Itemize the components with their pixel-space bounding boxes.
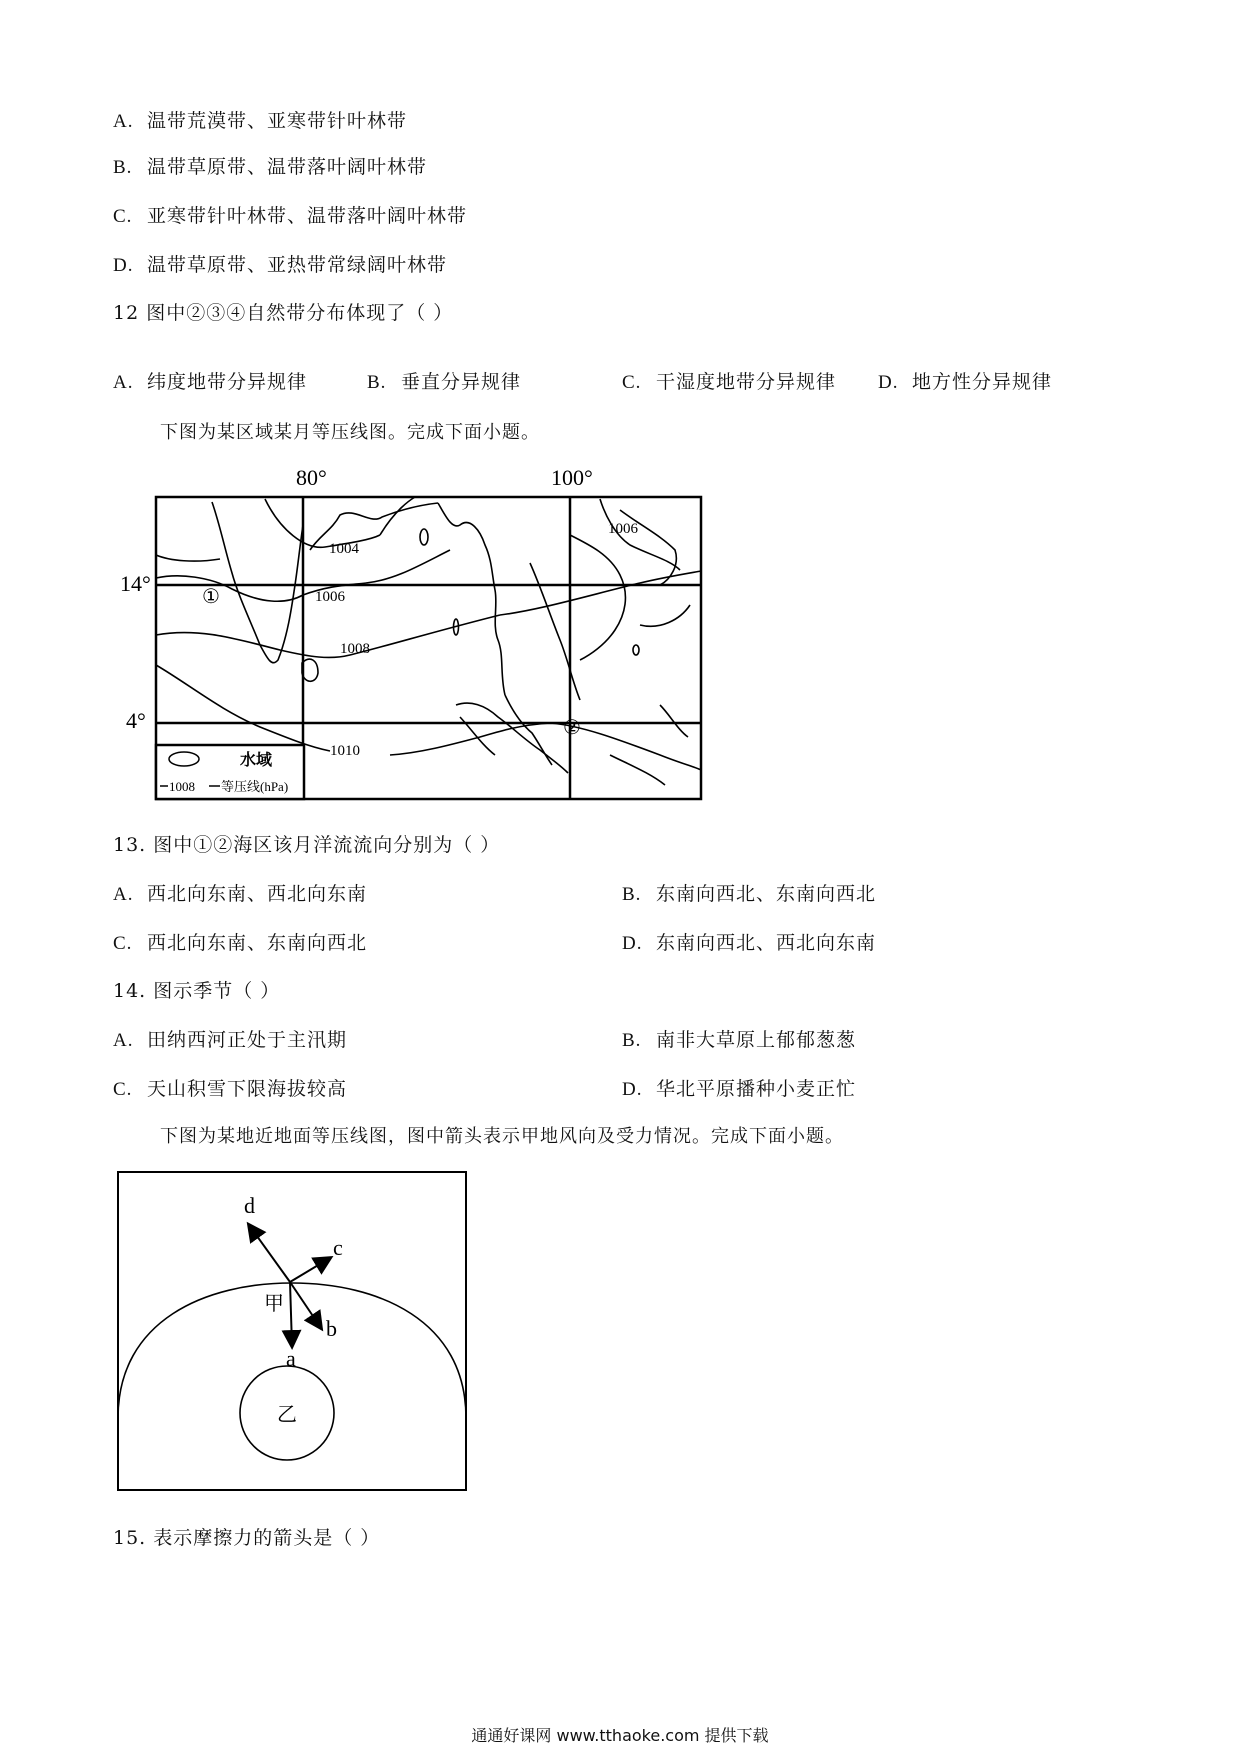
option-text: 纬度地带分异规律 [147, 371, 308, 393]
coastlines [156, 502, 690, 785]
option-text: 亚寒带针叶林带、温带落叶阔叶林带 [147, 205, 468, 227]
option-text: 西北向东南、西北向东南 [147, 883, 368, 905]
lon-label-80: 80° [296, 465, 327, 490]
option-label: B. [622, 884, 642, 905]
option-label: C. [622, 372, 642, 393]
q12-stem: 12 图中②③④自然带分布体现了（ ） [113, 302, 454, 324]
q14-option-a [113, 1025, 347, 1052]
q13-option-b [622, 879, 876, 906]
q13-stem: 13. 图中①②海区该月洋流流向分别为（ ） [113, 834, 501, 856]
lat-label-4: 4° [126, 708, 146, 733]
point-2: ② [563, 717, 581, 739]
option-text: 东南向西北、东南向西北 [656, 883, 877, 905]
option-label: B. [113, 157, 133, 178]
option-label: B. [622, 1030, 642, 1051]
label-c: c [333, 1235, 343, 1260]
q11-option-d [113, 250, 447, 277]
option-label: A. [113, 1030, 134, 1051]
label-jia: 甲 [264, 1293, 284, 1315]
option-text: 温带荒漠带、亚寒带针叶林带 [147, 110, 408, 132]
isobar-label-1008: 1008 [340, 641, 370, 657]
legend-isobar-text: 等压线(hPa) [221, 779, 289, 794]
q13-option-d [622, 928, 876, 955]
isobar-label-1004: 1004 [329, 541, 359, 557]
legend-water-label: 水域 [240, 752, 273, 769]
footer-credit: 通通好课网 www.tthaoke.com 提供下载 [471, 1726, 769, 1745]
option-label: C. [113, 1079, 133, 1100]
arrow-a [290, 1282, 292, 1346]
option-text: 华北平原播种小麦正忙 [656, 1078, 857, 1100]
label-b: b [326, 1316, 337, 1341]
option-text: 垂直分异规律 [401, 371, 522, 393]
option-label: A. [113, 111, 134, 132]
point-1: ① [202, 586, 220, 608]
q11-option-b [113, 152, 427, 179]
option-text: 温带草原带、温带落叶阔叶林带 [147, 156, 428, 178]
q12-option-d [878, 367, 1052, 394]
q11-option-a [113, 106, 407, 133]
wind-force-diagram [116, 1170, 472, 1496]
option-text: 田纳西河正处于主汛期 [147, 1029, 348, 1051]
option-label: C. [113, 933, 133, 954]
option-label: A. [113, 372, 134, 393]
arrow-c [290, 1258, 330, 1282]
isobar-label-1006: 1006 [315, 589, 345, 605]
intro-text-2: 下图为某地近地面等压线图，图中箭头表示甲地风向及受力情况。完成下面小题。 [160, 1126, 844, 1147]
isobar-map [120, 455, 720, 810]
label-d: d [244, 1193, 255, 1218]
q13-option-a [113, 879, 367, 906]
option-label: D. [622, 1079, 643, 1100]
q14-stem: 14. 图示季节（ ） [113, 980, 281, 1002]
legend-isobar-value: 1008 [169, 779, 195, 794]
q15-stem: 15. 表示摩擦力的箭头是（ ） [113, 1527, 381, 1549]
lat-label-14: 14° [120, 571, 151, 596]
option-label: D. [878, 372, 899, 393]
label-a: a [286, 1346, 296, 1371]
option-text: 东南向西北、西北向东南 [656, 932, 877, 954]
option-text: 南非大草原上郁郁葱葱 [656, 1029, 857, 1051]
option-text: 温带草原带、亚热带常绿阔叶林带 [147, 254, 448, 276]
arrow-d [249, 1225, 290, 1282]
label-yi: 乙 [277, 1404, 297, 1426]
option-text: 天山积雪下限海拔较高 [147, 1078, 348, 1100]
option-label: D. [622, 933, 643, 954]
q13-option-c [113, 928, 367, 955]
arrow-b [290, 1282, 321, 1328]
q12-option-a [113, 367, 307, 394]
isobar-label-1010: 1010 [330, 743, 360, 759]
option-label: C. [113, 206, 133, 227]
q12-option-b [367, 367, 521, 394]
option-label: D. [113, 255, 134, 276]
option-label: A. [113, 884, 134, 905]
isobar-label-1006-east: 1006 [608, 521, 638, 537]
lon-label-100: 100° [551, 465, 593, 490]
intro-text-1: 下图为某区域某月等压线图。完成下面小题。 [160, 422, 540, 443]
q12-option-c [622, 367, 836, 394]
q14-option-c [113, 1074, 347, 1101]
q11-option-c [113, 201, 467, 228]
option-text: 干湿度地带分异规律 [656, 371, 837, 393]
q14-option-b [622, 1025, 856, 1052]
option-text: 地方性分异规律 [912, 371, 1053, 393]
q14-option-d [622, 1074, 856, 1101]
option-text: 西北向东南、东南向西北 [147, 932, 368, 954]
option-label: B. [367, 372, 387, 393]
